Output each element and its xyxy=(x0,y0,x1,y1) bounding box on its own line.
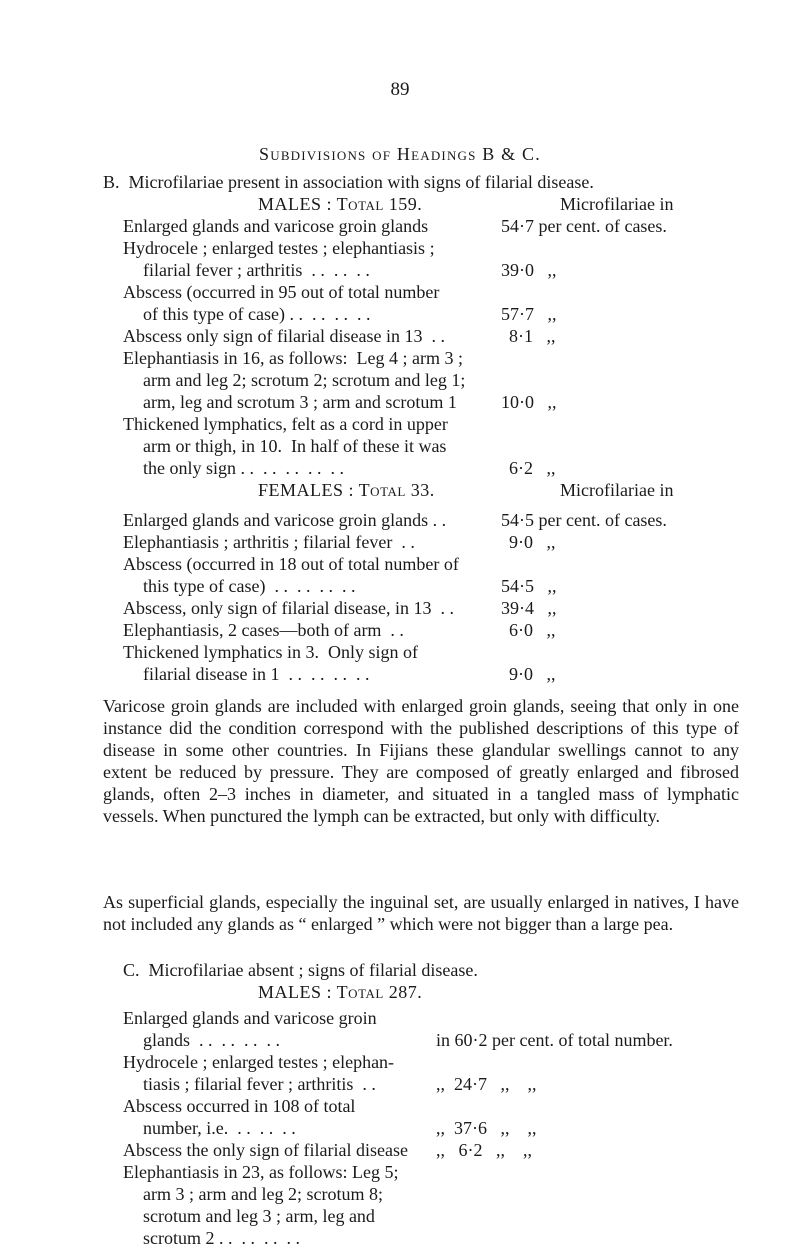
row-text: Thickened lymphatics, felt as a cord in upper xyxy=(123,414,448,434)
row-value: 54·5 per cent. of cases. xyxy=(501,510,667,530)
paragraph-text: Varicose groin glands are included with enlarged groin glands, seeing that only in one instance did the condition correspond with the published descriptions of this type of disease in some other countries. In Fijians these glandular swellings cannot to any extent be reduced by pressure. They are composed of greatly enlarged and fibrosed glands, often 2–3 inches in diameter, and situated in a tangled mass of lymphatic vessels. When punctured the lymph can be extracted, but only with difficulty. xyxy=(103,696,739,826)
row-value: in 60·2 per cent. of total number. xyxy=(436,1030,673,1050)
row-text: filarial fever ; arthritis . . . . . . xyxy=(143,260,370,280)
row-value: ,, 6·2 ,, ,, xyxy=(436,1140,532,1160)
row-text: arm, leg and scrotum 3 ; arm and scrotum 1 xyxy=(143,392,457,412)
row-text: Enlarged glands and varicose groin glands . . xyxy=(123,510,447,530)
row-text: glands . . . . . . . . xyxy=(143,1030,280,1050)
row-value: 9·0 ,, xyxy=(509,532,556,552)
row-value: 54·7 per cent. of cases. xyxy=(501,216,667,236)
row-text: Enlarged glands and varicose groin glands xyxy=(123,216,429,236)
page-heading: Subdivisions of Headings B & C. xyxy=(259,144,541,164)
row-text: Abscess only sign of filarial disease in 13 . . xyxy=(123,326,445,346)
row-value: 9·0 ,, xyxy=(509,664,556,684)
section-b-males-heading: MALES : Total 159. xyxy=(258,194,423,214)
section-b-males-column-head: Microfilariae in xyxy=(560,194,674,214)
row-value: 6·2 ,, xyxy=(509,458,556,478)
row-text: Abscess (occurred in 95 out of total number xyxy=(123,282,440,302)
row-value: 10·0 ,, xyxy=(501,392,557,412)
row-text: arm or thigh, in 10. In half of these it was xyxy=(143,436,447,456)
row-text: scrotum 2 . . . . . . . . xyxy=(143,1228,300,1248)
row-text: this type of case) . . . . . . . . xyxy=(143,576,356,596)
section-c-intro: C. Microfilariae absent ; signs of filarial disease. xyxy=(123,960,478,980)
row-text: Abscess occurred in 108 of total xyxy=(123,1096,356,1116)
row-value: 39·4 ,, xyxy=(501,598,557,618)
row-value: 57·7 ,, xyxy=(501,304,557,324)
row-value: ,, 37·6 ,, ,, xyxy=(436,1118,537,1138)
row-value: 54·5 ,, xyxy=(501,576,557,596)
row-text: Enlarged glands and varicose groin xyxy=(123,1008,377,1028)
row-value: ,, 24·7 ,, ,, xyxy=(436,1074,537,1094)
section-b-females-heading: FEMALES : Total 33. xyxy=(258,480,435,500)
paragraph-text: As superficial glands, especially the inguinal set, are usually enlarged in natives, I have not included any glands as “ enlarged ” which were not bigger than a large pea. xyxy=(103,892,739,934)
row-text: Abscess (occurred in 18 out of total number of xyxy=(123,554,459,574)
row-text: Hydrocele ; enlarged testes ; elephantiasis ; xyxy=(123,238,435,258)
section-b-intro: B. Microfilariae present in association with signs of filarial disease. xyxy=(103,172,594,192)
row-text: the only sign . . . . . . . . . . xyxy=(143,458,344,478)
page-number: 89 xyxy=(390,79,410,100)
row-text: Abscess the only sign of filarial disease xyxy=(123,1140,408,1160)
row-text: Thickened lymphatics in 3. Only sign of xyxy=(123,642,418,662)
row-text: Elephantiasis, 2 cases—both of arm . . xyxy=(123,620,404,640)
paragraph-superficial xyxy=(103,891,739,935)
row-text: arm 3 ; arm and leg 2; scrotum 8; xyxy=(143,1184,383,1204)
row-value: 6·0 ,, xyxy=(509,620,556,640)
row-text: Elephantiasis in 16, as follows: Leg 4 ; arm 3 ; xyxy=(123,348,463,368)
row-text: tiasis ; filarial fever ; arthritis . . xyxy=(143,1074,376,1094)
paragraph-varicose xyxy=(103,695,739,827)
section-b-females-column-head: Microfilariae in xyxy=(560,480,674,500)
row-text: Elephantiasis in 23, as follows: Leg 5; xyxy=(123,1162,399,1182)
row-text: filarial disease in 1 . . . . . . . . xyxy=(143,664,370,684)
row-text: number, i.e. . . . . . . xyxy=(143,1118,296,1138)
row-text: Elephantiasis ; arthritis ; filarial fever . . xyxy=(123,532,415,552)
row-text: Hydrocele ; enlarged testes ; elephan- xyxy=(123,1052,395,1072)
row-value: 8·1 ,, xyxy=(509,326,556,346)
row-text: scrotum and leg 3 ; arm, leg and xyxy=(143,1206,375,1226)
row-text: arm and leg 2; scrotum 2; scrotum and leg 1; xyxy=(143,370,466,390)
row-text: of this type of case) . . . . . . . . xyxy=(143,304,371,324)
section-c-males-heading: MALES : Total 287. xyxy=(258,982,423,1002)
row-text: Abscess, only sign of filarial disease, in 13 . . xyxy=(123,598,454,618)
row-value: 39·0 ,, xyxy=(501,260,557,280)
